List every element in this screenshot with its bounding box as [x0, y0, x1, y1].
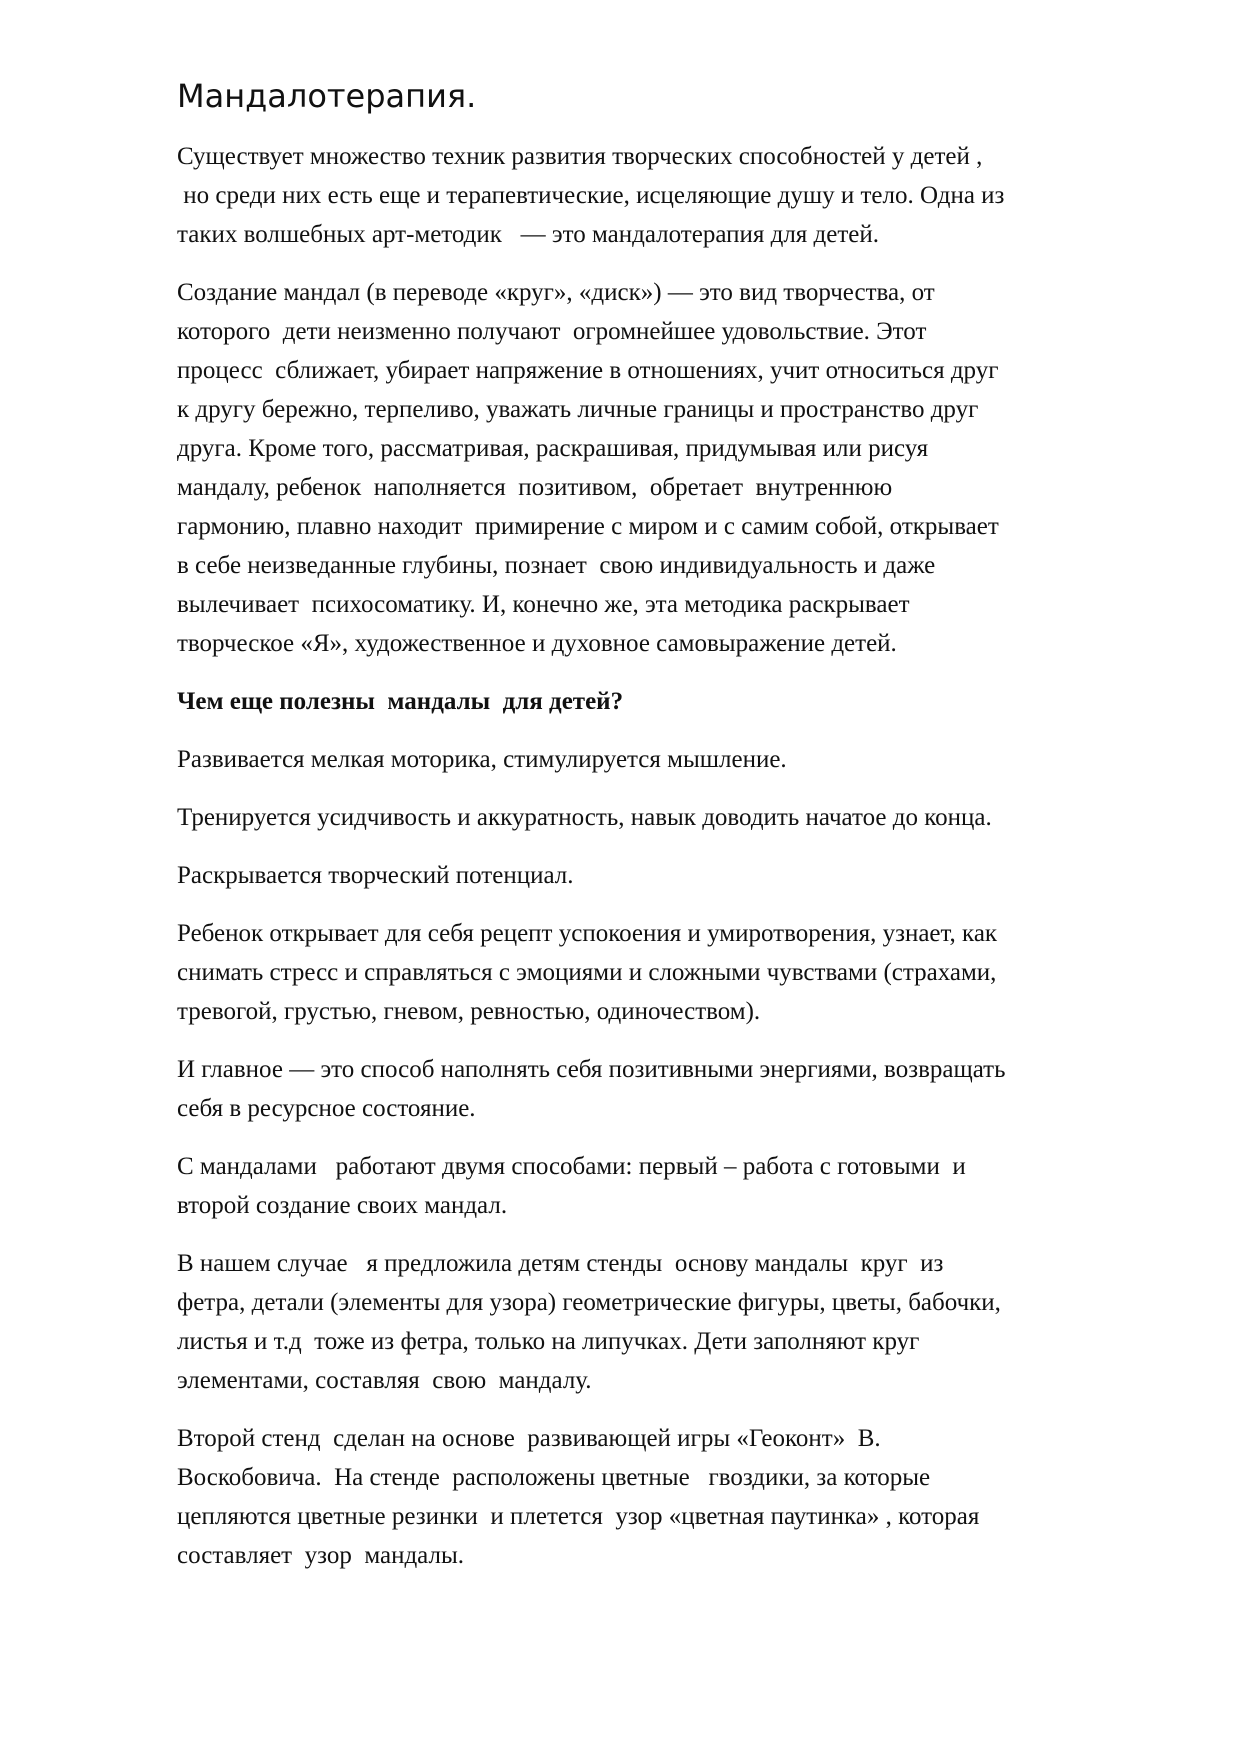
paragraph-benefit-creativity [177, 856, 1162, 895]
paragraph-line: процесс сближает, убирает напряжение в отношениях, учит относиться друг [177, 357, 999, 384]
paragraph-line: составляет узор мандалы. [177, 1542, 465, 1569]
paragraph-intro [177, 137, 1162, 254]
paragraph-line: мандалу, ребенок наполняется позитивом, обретает внутреннюю [177, 474, 893, 501]
paragraph-line: элементами, составляя свою мандалу. [177, 1367, 592, 1394]
paragraph-line: фетра, детали (элементы для узора) геометрические фигуры, цветы, бабочки, [177, 1289, 1001, 1316]
paragraph-line: второй создание своих мандал. [177, 1192, 508, 1219]
paragraph-stand-one [177, 1244, 1162, 1400]
paragraph-line: друга. Кроме того, рассматривая, раскрашивая, придумывая или рисуя [177, 435, 929, 462]
paragraph-line: в себе неизведанные глубины, познает свою индивидуальность и даже [177, 552, 936, 579]
paragraph-line: И главное — это способ наполнять себя позитивными энергиями, возвращать [177, 1056, 1006, 1083]
paragraph-line: Существует множество техник развития творческих способностей у детей , [177, 143, 983, 170]
paragraph-line: вылечивает психосоматику. И, конечно же, эта методика раскрывает [177, 591, 910, 618]
paragraph-mandala-creation [177, 273, 1162, 663]
paragraph-methods [177, 1147, 1162, 1225]
paragraph-benefit-diligence [177, 798, 1162, 837]
paragraph-line: Второй стенд сделан на основе развивающей игры «Геоконт» В. [177, 1425, 881, 1452]
paragraph-line: творческое «Я», художественное и духовное самовыражение детей. [177, 630, 897, 657]
paragraph-line: но среди них есть еще и терапевтические, исцеляющие душу и тело. Одна из [177, 182, 1005, 209]
paragraph-line: которого дети неизменно получают огромнейшее удовольствие. Этот [177, 318, 927, 345]
paragraph-line: Ребенок открывает для себя рецепт успокоения и умиротворения, узнает, как [177, 920, 998, 947]
paragraph-stand-two [177, 1419, 1162, 1575]
paragraph-line: к другу бережно, терпеливо, уважать личные границы и пространство друг [177, 396, 979, 423]
paragraph-line: Создание мандал (в переводе «круг», «диск») — это вид творчества, от [177, 279, 935, 306]
document-page [177, 74, 1162, 1594]
paragraph-line: Раскрывается творческий потенциал. [177, 862, 574, 889]
paragraph-line: таких волшебных арт-методик — это мандалотерапия для детей. [177, 221, 880, 248]
paragraph-line: В нашем случае я предложила детям стенды основу мандалы круг из [177, 1250, 944, 1277]
paragraph-benefit-energy [177, 1050, 1162, 1128]
paragraph-line: Развивается мелкая моторика, стимулируется мышление. [177, 746, 787, 773]
heading-line: Чем еще полезны мандалы для детей? [177, 688, 624, 715]
paragraph-benefit-motor [177, 740, 1162, 779]
paragraph-line: листья и т.д тоже из фетра, только на липучках. Дети заполняют круг [177, 1328, 920, 1355]
section-heading [177, 682, 1162, 721]
paragraph-line: С мандалами работают двумя способами: первый – работа с готовыми и [177, 1153, 966, 1180]
paragraph-line: снимать стресс и справляться с эмоциями и сложными чувствами (страхами, [177, 959, 997, 986]
paragraph-line: цепляются цветные резинки и плетется узор «цветная паутинка» , которая [177, 1503, 980, 1530]
paragraph-line: себя в ресурсное состояние. [177, 1095, 476, 1122]
paragraph-line: Тренируется усидчивость и аккуратность, навык доводить начатое до конца. [177, 804, 992, 831]
paragraph-line: Воскобовича. На стенде расположены цветные гвоздики, за которые [177, 1464, 931, 1491]
document-title: Мандалотерапия. [177, 77, 477, 115]
paragraph-line: гармонию, плавно находит примирение с миром и с самим собой, открывает [177, 513, 999, 540]
paragraph-line: тревогой, грустью, гневом, ревностью, одиночеством). [177, 998, 761, 1025]
paragraph-benefit-calm [177, 914, 1162, 1031]
